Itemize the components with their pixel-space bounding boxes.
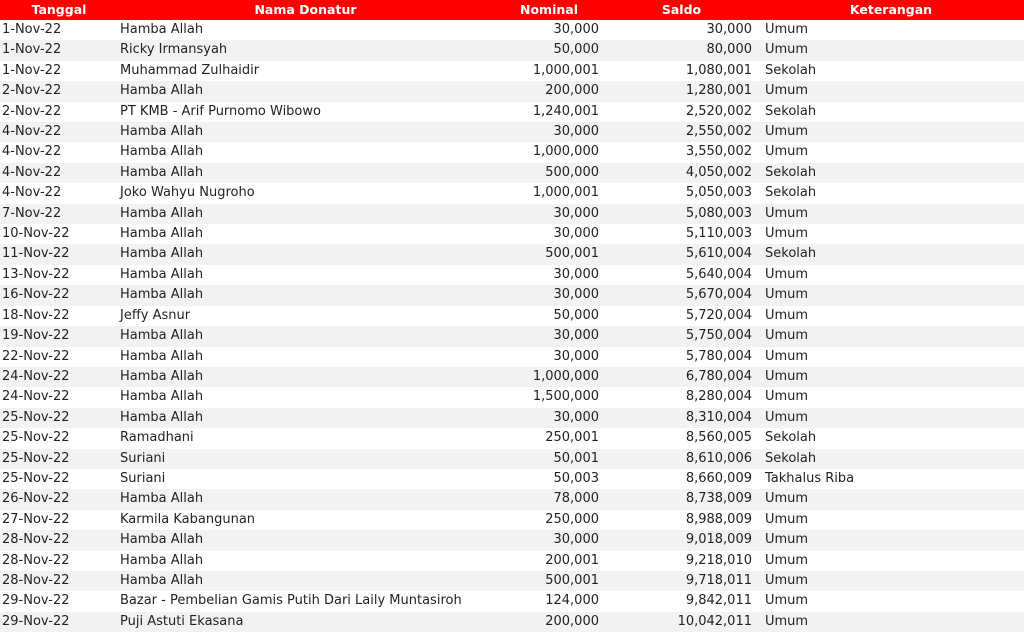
cell-nama-donatur: Karmila Kabangunan xyxy=(118,510,493,530)
cell-nominal: 30,000 xyxy=(493,347,605,367)
cell-nominal: 1,000,001 xyxy=(493,183,605,203)
cell-nama-donatur: Hamba Allah xyxy=(118,387,493,407)
header-nama-donatur: Nama Donatur xyxy=(118,0,493,20)
cell-keterangan: Umum xyxy=(758,40,1024,60)
cell-nominal: 30,000 xyxy=(493,224,605,244)
cell-nominal: 30,000 xyxy=(493,530,605,550)
cell-nominal: 200,001 xyxy=(493,551,605,571)
cell-keterangan: Umum xyxy=(758,408,1024,428)
header-nominal: Nominal xyxy=(493,0,605,20)
table-row xyxy=(0,40,1024,60)
table-row xyxy=(0,61,1024,81)
cell-saldo: 5,640,004 xyxy=(605,265,758,285)
cell-tanggal: 24-Nov-22 xyxy=(0,367,118,387)
cell-tanggal: 25-Nov-22 xyxy=(0,469,118,489)
cell-nominal: 78,000 xyxy=(493,489,605,509)
cell-nominal: 500,000 xyxy=(493,163,605,183)
cell-nominal: 500,001 xyxy=(493,571,605,591)
cell-nama-donatur: Hamba Allah xyxy=(118,20,493,40)
cell-nominal: 1,000,000 xyxy=(493,367,605,387)
cell-nominal: 500,001 xyxy=(493,244,605,264)
cell-tanggal: 4-Nov-22 xyxy=(0,163,118,183)
cell-saldo: 2,550,002 xyxy=(605,122,758,142)
header-saldo: Saldo xyxy=(605,0,758,20)
cell-keterangan: Umum xyxy=(758,530,1024,550)
cell-nama-donatur: Puji Astuti Ekasana xyxy=(118,612,493,632)
cell-saldo: 8,310,004 xyxy=(605,408,758,428)
cell-nama-donatur: Hamba Allah xyxy=(118,367,493,387)
cell-tanggal: 1-Nov-22 xyxy=(0,20,118,40)
table-row xyxy=(0,367,1024,387)
cell-nama-donatur: Hamba Allah xyxy=(118,285,493,305)
cell-saldo: 5,080,003 xyxy=(605,204,758,224)
cell-nominal: 30,000 xyxy=(493,20,605,40)
cell-saldo: 5,720,004 xyxy=(605,306,758,326)
cell-nominal: 200,000 xyxy=(493,612,605,632)
table-row xyxy=(0,449,1024,469)
cell-keterangan: Sekolah xyxy=(758,61,1024,81)
cell-nominal: 50,001 xyxy=(493,449,605,469)
cell-saldo: 9,718,011 xyxy=(605,571,758,591)
table-row xyxy=(0,306,1024,326)
cell-keterangan: Umum xyxy=(758,591,1024,611)
cell-saldo: 8,660,009 xyxy=(605,469,758,489)
table-header xyxy=(0,0,1024,20)
cell-nominal: 50,000 xyxy=(493,40,605,60)
cell-tanggal: 24-Nov-22 xyxy=(0,387,118,407)
cell-nominal: 1,240,001 xyxy=(493,102,605,122)
cell-nama-donatur: Hamba Allah xyxy=(118,551,493,571)
cell-tanggal: 1-Nov-22 xyxy=(0,40,118,60)
cell-nama-donatur: Bazar - Pembelian Gamis Putih Dari Laily Muntasiroh xyxy=(118,591,493,611)
cell-keterangan: Umum xyxy=(758,571,1024,591)
cell-saldo: 9,218,010 xyxy=(605,551,758,571)
cell-keterangan: Sekolah xyxy=(758,449,1024,469)
cell-nominal: 30,000 xyxy=(493,326,605,346)
cell-nominal: 250,000 xyxy=(493,510,605,530)
cell-tanggal: 1-Nov-22 xyxy=(0,61,118,81)
cell-keterangan: Umum xyxy=(758,347,1024,367)
cell-keterangan: Umum xyxy=(758,204,1024,224)
cell-saldo: 9,842,011 xyxy=(605,591,758,611)
cell-nominal: 200,000 xyxy=(493,81,605,101)
cell-saldo: 6,780,004 xyxy=(605,367,758,387)
table-row xyxy=(0,224,1024,244)
cell-keterangan: Sekolah xyxy=(758,163,1024,183)
cell-saldo: 4,050,002 xyxy=(605,163,758,183)
cell-tanggal: 16-Nov-22 xyxy=(0,285,118,305)
cell-nama-donatur: Hamba Allah xyxy=(118,204,493,224)
cell-nominal: 124,000 xyxy=(493,591,605,611)
table-row xyxy=(0,571,1024,591)
cell-nominal: 30,000 xyxy=(493,408,605,428)
cell-tanggal: 27-Nov-22 xyxy=(0,510,118,530)
cell-nominal: 30,000 xyxy=(493,285,605,305)
table-row xyxy=(0,510,1024,530)
table-row xyxy=(0,122,1024,142)
table-row xyxy=(0,612,1024,632)
cell-nominal: 1,000,001 xyxy=(493,61,605,81)
cell-saldo: 3,550,002 xyxy=(605,142,758,162)
table-row xyxy=(0,204,1024,224)
table-row xyxy=(0,408,1024,428)
table-row xyxy=(0,428,1024,448)
cell-nama-donatur: Hamba Allah xyxy=(118,244,493,264)
cell-keterangan: Takhalus Riba xyxy=(758,469,1024,489)
cell-tanggal: 28-Nov-22 xyxy=(0,530,118,550)
cell-saldo: 5,670,004 xyxy=(605,285,758,305)
cell-tanggal: 25-Nov-22 xyxy=(0,408,118,428)
cell-nama-donatur: Jeffy Asnur xyxy=(118,306,493,326)
cell-nama-donatur: Ramadhani xyxy=(118,428,493,448)
table-row xyxy=(0,469,1024,489)
cell-nama-donatur: Hamba Allah xyxy=(118,326,493,346)
cell-keterangan: Umum xyxy=(758,285,1024,305)
cell-keterangan: Sekolah xyxy=(758,428,1024,448)
table-row xyxy=(0,20,1024,40)
cell-nominal: 50,000 xyxy=(493,306,605,326)
cell-keterangan: Umum xyxy=(758,265,1024,285)
cell-nominal: 30,000 xyxy=(493,265,605,285)
cell-keterangan: Umum xyxy=(758,551,1024,571)
cell-keterangan: Umum xyxy=(758,367,1024,387)
cell-nama-donatur: Hamba Allah xyxy=(118,142,493,162)
cell-saldo: 8,610,006 xyxy=(605,449,758,469)
cell-saldo: 1,280,001 xyxy=(605,81,758,101)
cell-nama-donatur: Hamba Allah xyxy=(118,163,493,183)
cell-tanggal: 26-Nov-22 xyxy=(0,489,118,509)
cell-tanggal: 13-Nov-22 xyxy=(0,265,118,285)
cell-keterangan: Umum xyxy=(758,142,1024,162)
cell-tanggal: 25-Nov-22 xyxy=(0,449,118,469)
cell-tanggal: 4-Nov-22 xyxy=(0,122,118,142)
table-row xyxy=(0,285,1024,305)
cell-saldo: 8,988,009 xyxy=(605,510,758,530)
cell-tanggal: 22-Nov-22 xyxy=(0,347,118,367)
table-row xyxy=(0,244,1024,264)
cell-nama-donatur: Hamba Allah xyxy=(118,489,493,509)
cell-saldo: 8,560,005 xyxy=(605,428,758,448)
cell-nama-donatur: Ricky Irmansyah xyxy=(118,40,493,60)
cell-nominal: 1,500,000 xyxy=(493,387,605,407)
cell-keterangan: Umum xyxy=(758,510,1024,530)
cell-saldo: 5,050,003 xyxy=(605,183,758,203)
cell-saldo: 5,110,003 xyxy=(605,224,758,244)
cell-nominal: 50,003 xyxy=(493,469,605,489)
table-row xyxy=(0,530,1024,550)
table-row xyxy=(0,551,1024,571)
cell-nama-donatur: Hamba Allah xyxy=(118,408,493,428)
cell-saldo: 5,780,004 xyxy=(605,347,758,367)
cell-nama-donatur: Hamba Allah xyxy=(118,265,493,285)
cell-keterangan: Umum xyxy=(758,326,1024,346)
cell-saldo: 2,520,002 xyxy=(605,102,758,122)
cell-nominal: 30,000 xyxy=(493,204,605,224)
table-row xyxy=(0,489,1024,509)
cell-nama-donatur: PT KMB - Arif Purnomo Wibowo xyxy=(118,102,493,122)
cell-tanggal: 2-Nov-22 xyxy=(0,102,118,122)
cell-nama-donatur: Hamba Allah xyxy=(118,122,493,142)
cell-saldo: 8,280,004 xyxy=(605,387,758,407)
cell-tanggal: 4-Nov-22 xyxy=(0,142,118,162)
cell-saldo: 10,042,011 xyxy=(605,612,758,632)
cell-nominal: 1,000,000 xyxy=(493,142,605,162)
cell-nama-donatur: Hamba Allah xyxy=(118,571,493,591)
cell-nama-donatur: Hamba Allah xyxy=(118,81,493,101)
cell-tanggal: 19-Nov-22 xyxy=(0,326,118,346)
cell-keterangan: Umum xyxy=(758,306,1024,326)
cell-nama-donatur: Hamba Allah xyxy=(118,530,493,550)
cell-tanggal: 28-Nov-22 xyxy=(0,571,118,591)
table-row xyxy=(0,591,1024,611)
header-keterangan: Keterangan xyxy=(758,0,1024,20)
cell-keterangan: Umum xyxy=(758,81,1024,101)
cell-nama-donatur: Joko Wahyu Nugroho xyxy=(118,183,493,203)
table-row xyxy=(0,347,1024,367)
table-row xyxy=(0,265,1024,285)
cell-saldo: 30,000 xyxy=(605,20,758,40)
table-row xyxy=(0,102,1024,122)
cell-nominal: 250,001 xyxy=(493,428,605,448)
cell-tanggal: 29-Nov-22 xyxy=(0,612,118,632)
cell-keterangan: Sekolah xyxy=(758,102,1024,122)
table-row xyxy=(0,387,1024,407)
cell-keterangan: Sekolah xyxy=(758,183,1024,203)
cell-saldo: 5,610,004 xyxy=(605,244,758,264)
cell-tanggal: 18-Nov-22 xyxy=(0,306,118,326)
table-row xyxy=(0,163,1024,183)
cell-saldo: 1,080,001 xyxy=(605,61,758,81)
cell-keterangan: Umum xyxy=(758,612,1024,632)
header-tanggal: Tanggal xyxy=(0,0,118,20)
cell-nama-donatur: Hamba Allah xyxy=(118,347,493,367)
cell-tanggal: 10-Nov-22 xyxy=(0,224,118,244)
cell-nama-donatur: Muhammad Zulhaidir xyxy=(118,61,493,81)
cell-nama-donatur: Suriani xyxy=(118,469,493,489)
cell-saldo: 80,000 xyxy=(605,40,758,60)
cell-saldo: 9,018,009 xyxy=(605,530,758,550)
cell-keterangan: Sekolah xyxy=(758,244,1024,264)
cell-tanggal: 4-Nov-22 xyxy=(0,183,118,203)
cell-tanggal: 2-Nov-22 xyxy=(0,81,118,101)
table-row xyxy=(0,326,1024,346)
cell-keterangan: Umum xyxy=(758,489,1024,509)
table-body xyxy=(0,20,1024,632)
cell-keterangan: Umum xyxy=(758,20,1024,40)
cell-keterangan: Umum xyxy=(758,387,1024,407)
cell-tanggal: 7-Nov-22 xyxy=(0,204,118,224)
cell-tanggal: 28-Nov-22 xyxy=(0,551,118,571)
header-row xyxy=(0,0,1024,20)
cell-saldo: 5,750,004 xyxy=(605,326,758,346)
cell-saldo: 8,738,009 xyxy=(605,489,758,509)
cell-tanggal: 29-Nov-22 xyxy=(0,591,118,611)
cell-tanggal: 11-Nov-22 xyxy=(0,244,118,264)
table-row xyxy=(0,183,1024,203)
cell-keterangan: Umum xyxy=(758,122,1024,142)
cell-keterangan: Umum xyxy=(758,224,1024,244)
table-row xyxy=(0,81,1024,101)
cell-tanggal: 25-Nov-22 xyxy=(0,428,118,448)
cell-nama-donatur: Suriani xyxy=(118,449,493,469)
table-row xyxy=(0,142,1024,162)
cell-nama-donatur: Hamba Allah xyxy=(118,224,493,244)
cell-nominal: 30,000 xyxy=(493,122,605,142)
